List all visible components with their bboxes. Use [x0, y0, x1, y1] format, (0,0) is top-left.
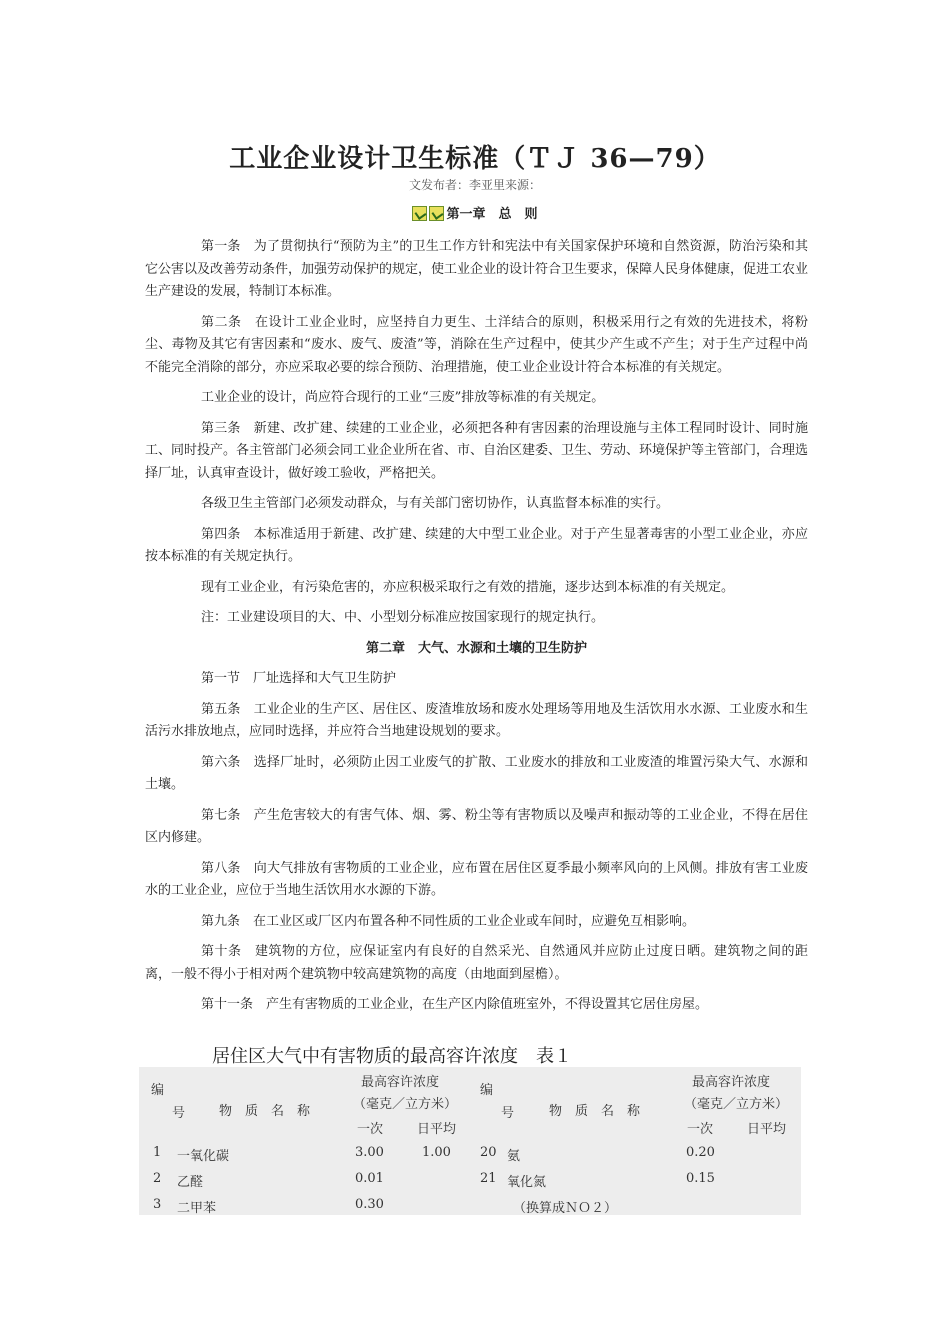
chapter-1-heading: [0, 203, 950, 222]
paragraph: 第五条 工业企业的生产区、居住区、废渣堆放场和废水处理场等用地及生活饮用水水源、工业废水和生活污水排放地点，应同时选择，并应符合当地建设规划的要求。: [145, 701, 808, 739]
concentration-table: [139, 1067, 801, 1215]
table-title: 居住区大气中有害物质的最高容许浓度 表１: [212, 1046, 572, 1067]
paragraph: 各级卫生主管部门必须发动群众，与有关部门密切协作，认真监督本标准的实行。: [201, 496, 670, 511]
paragraph: 第七条 产生危害较大的有害气体、烟、雾、粉尘等有害物质以及噪声和振动等的工业企业，不得在居住区内修建。: [145, 807, 808, 845]
document-title: 工业企业设计卫生标准（ＴＪ 36—79）: [229, 144, 721, 174]
chapter-1-label: 第一章 总 则: [446, 207, 538, 222]
header-name: 物 质 名 称: [219, 1104, 311, 1119]
row-daily: 1.00: [422, 1145, 451, 1160]
paragraph: 工业企业的设计，尚应符合现行的工业“三废”排放等标准的有关规定。: [201, 390, 605, 405]
row-no-right: 20: [480, 1145, 497, 1160]
header-daily-right: 日平均: [747, 1122, 787, 1137]
row-once: 3.00: [355, 1145, 384, 1160]
header-name-right: 物 质 名 称: [549, 1104, 641, 1119]
header-once-right: 一次: [687, 1122, 714, 1137]
row-name: 乙醛: [177, 1175, 204, 1190]
header-no-top: 编: [151, 1083, 165, 1098]
paragraph: 第九条 在工业区或厂区内布置各种不同性质的工业企业或车间时，应避免互相影响。: [201, 913, 696, 929]
header-max-line1-right: 最高容许浓度: [692, 1075, 771, 1090]
row-no: 2: [153, 1171, 162, 1186]
row-no: 3: [153, 1197, 162, 1212]
header-max-line2-right: （毫克／立方米）: [684, 1097, 789, 1112]
paragraph: 第三条 新建、改扩建、续建的工业企业，必须把各种有害因素的治理设施与主体工程同时设计、同时施工、同时投产。各主管部门必须会同工业企业所在省、市、自治区建委、卫生、劳动、环境保护等主管部门，合理选择厂址，认真审查设计，做好竣工验收，严格把关。: [145, 420, 809, 481]
paragraph: 第十一条 产生有害物质的工业企业，在生产区内除值班室外，不得设置其它居住房屋。: [201, 997, 709, 1012]
header-no-top-right: 编: [480, 1083, 494, 1098]
row-once-right: 0.15: [686, 1171, 715, 1186]
row-name: 一氧化碳: [177, 1149, 230, 1164]
row-once-right: 0.20: [686, 1145, 715, 1160]
section-heading: 第一节 厂址选择和大气卫生防护: [201, 671, 397, 686]
header-max-line1: 最高容许浓度: [361, 1075, 440, 1090]
header-no-bottom: 号: [172, 1106, 186, 1121]
double-arrow-icon: [412, 206, 427, 221]
paragraph: 第六条 选择厂址时，必须防止因工业废气的扩散、工业废水的排放和工业废渣的堆置污染大气、水源和土壤。: [145, 754, 808, 792]
body-text: [145, 236, 808, 1025]
paragraph: 第二条 在设计工业企业时，应坚持自力更生、土洋结合的原则，积极采用行之有效的先进技术，将粉尘、毒物及其它有害因素和“废水、废气、废渣”等，消除在生产过程中，使其少产生或不产生；对于生产过程中尚不能完全消除的部分，亦应采取必要的综合预防、治理措施，使工业企业设计符合本标准的有关规定。: [145, 314, 808, 375]
header-once: 一次: [357, 1122, 384, 1137]
double-arrow-icon-2: [429, 206, 444, 221]
byline: 文发布者：李亚里来源：: [408, 178, 541, 192]
row-no: 1: [153, 1145, 162, 1160]
paragraph: 现有工业企业，有污染危害的，亦应积极采取行之有效的措施，逐步达到本标准的有关规定。: [201, 579, 735, 595]
row-once: 0.30: [355, 1197, 384, 1212]
header-no-bottom-right: 号: [501, 1106, 515, 1121]
paragraph: 第四条 本标准适用于新建、改扩建、续建的大中型工业企业。对于产生显著毒害的小型工业企业，亦应按本标准的有关规定执行。: [145, 526, 808, 564]
chapter-2-heading: 第二章 大气、水源和土壤的卫生防护: [365, 640, 587, 656]
header-daily: 日平均: [417, 1122, 457, 1137]
paragraph: 第一条 为了贯彻执行“预防为主”的卫生工作方针和宪法中有关国家保护环境和自然资源，防治污染和其它公害以及改善劳动条件，加强劳动保护的规定，使工业企业的设计符合卫生要求，保障人民身体健康，促进工农业生产建设的发展，特制订本标准。: [145, 239, 809, 299]
row-note-right: （换算成ＮＯ２）: [513, 1201, 618, 1216]
row-no-right: 21: [480, 1171, 497, 1186]
paragraph: 第八条 向大气排放有害物质的工业企业，应布置在居住区夏季最小频率风向的上风侧。排放有害工业废水的工业企业，应位于当地生活饮用水水源的下游。: [145, 860, 808, 898]
row-name-right: 氨: [507, 1149, 521, 1164]
paragraph: 第十条 建筑物的方位，应保证室内有良好的自然采光、自然通风并应防止过度日晒。建筑物之间的距离，一般不得小于相对两个建筑物中较高建筑物的高度（由地面到屋檐）。: [145, 944, 808, 982]
row-once: 0.01: [355, 1171, 384, 1186]
paragraph: 注：工业建设项目的大、中、小型划分标准应按国家现行的规定执行。: [201, 610, 605, 625]
row-name: 二甲苯: [177, 1201, 217, 1216]
header-max-line2: （毫克／立方米）: [353, 1097, 458, 1112]
row-name-right: 氧化氮: [507, 1175, 547, 1190]
